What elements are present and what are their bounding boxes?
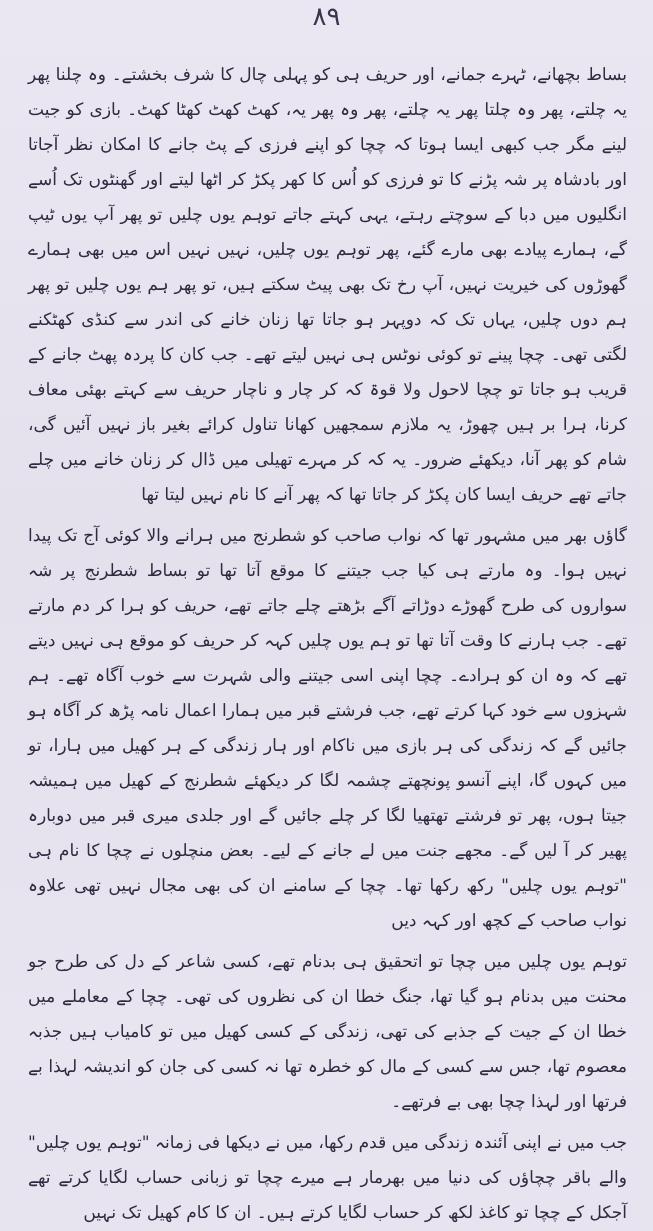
paragraph-1: بساط بچھانے، ٹہرے جمانے، اور حریف ہی کو پہلی چال کا شرف بخشتے۔ وہ چلنا پھر یہ چلتے، پھر وہ چلتا پھر یہ چلتے، پھر وہ پھر یہ، کھٹ کھٹ کھٹا کھٹ۔ بازی کو جیت لینے مگر جب کبھی ایسا ہوتا کہ چچا کو اپنے فرزی کے پٹ جانے کا امکان نظر آجاتا اور بادشاہ پر شہ پڑنے کا تو فرزی کو اُس کا کھر پکڑ کر اٹھا لیتے اور گھنٹوں تک اُسے انگلیوں میں دبا کے سوچتے رہتے، یہی کہتے جاتے توہم یوں چلیں تو پھر آپ یوں ٹیپ گے، ہمارے پیادے بھی مارے گئے، پھر توہم یوں چلیں، نہیں نہیں اس میں بھی ہمارے گھوڑوں کی خیریت نہیں، آپ رخ تک بھی پیٹ سکتے ہیں، تو پھر ہم یوں چلیں تو پھر ہم دوں چلیں، یہاں تک کہ دوپہر ہو جاتا تھا زنان خانے کی اندر سے کنڈی کھٹکنے لگتی تھی۔ چچا پینے تو کوئی نوٹس ہی نہیں لیتے تھے۔ جب کان کا پردہ پھٹ جانے کے قریب ہو جاتا تو چچا لاحول ولا قوۃ کہ کر چار و ناچار حریف سے کہتے بھئی معاف کرنا، ہرا بر ہیں چھوڑ، یہ ملازم سمجھیں کھانا تناول کرائے بغیر باز نہیں آئیں گی، شام کو پھر آنا، دیکھئے ضرور۔ یہ کہ کر مہرے تھیلی میں ڈال کر زنان خانے میں چلے جاتے تھے حریف ایسا کان پکڑ کر جاتا تھا کہ پھر آنے کا نام نہیں لیتا تھا [28,65,627,505]
page-number: ۸۹ [312,2,341,32]
paragraph-2: گاؤں بھر میں مشہور تھا کہ نواب صاحب کو شطرنج میں ہرانے والا کوئی آج تک پیدا نہیں ہوا۔ وہ مارتے ہی کیا جب جیتنے کا موقع آتا تھا تو بساط شطرنج پر شہ سواروں کی طرح گھوڑے دوڑاتے آگے بڑھتے چلے جاتے تھے، حریف کو ہرا کر دم مارتے تھے۔ جب ہارنے کا وقت آتا تھا تو ہم یوں چلیں کہہ کر حریف کو موقع ہی نہیں دیتے تھے کہ وہ ان کو ہرادے۔ چچا اپنی اسی جیتنے والی شہرت سے خوب آگاہ تھے۔ ہم شہزوں سے خود کہا کرتے تھے، جب فرشتے قبر میں ہمارا اعمال نامہ پڑھ کر آگاہ ہو جائیں گے کہ زندگی کی ہر بازی میں ناکام اور ہار زندگی کے ہر کھیل میں ہارا، تو میں کہوں گا، اپنے آنسو پونچھتے چشمہ لگا کر دیکھئے شطرنج کے کھیل میں ہمیشہ جیتا ہوں، پھر تو فرشتے تھتھیا لگا کر چلے جائیں گے اور جلدی میری قبر میں دوبارہ پھیر کر آ لیں گے۔ مجھے جنت میں لے جانے کے لیے۔ بعض منچلوں نے چچا کا نام ہی "توہم یوں چلیں" رکھ رکھا تھا۔ چچا کے سامنے ان کی بھی مجال نہیں تھی علاوہ نواب صاحب کے کچھ اور کہہ دیں [28,526,628,931]
paragraph-4: جب میں نے اپنی آئندہ زندگی میں قدم رکھا، میں نے دیکھا فی زمانہ "توہم یوں چلیں" والے باقر چچاؤں کی دنیا میں بھرمار ہے میرے چچا تو زبانی حساب لگایا کرتے تھے آجکل کے چچا تو کاغذ لکھ کر حساب لگایا کرتے ہیں۔ ان کا کام کھیل تک نہیں [28,1133,627,1223]
paragraph-3: توہم یوں چلیں میں چچا تو اتحقیق ہی بدنام تھے، کسی شاعر کے دل کی طرح جو محنت میں بدنام ہو گیا تھا، جنگ خطا ان کی نظروں کی تھی۔ چچا کے معاملے میں خطا ان کے جیت کے جذبے کی تھی، زندگی کے کسی کھیل میں تو کامیاب ہیں جذبہ معصوم تھا، جس سے کسی کے مال کو خطرہ تھا نہ کسی کی جان کو اندیشہ لہذا بے فرتھا اور لہذا چچا بھی بے فرتھے۔ [28,952,627,1112]
page-text [28,58,628,1223]
